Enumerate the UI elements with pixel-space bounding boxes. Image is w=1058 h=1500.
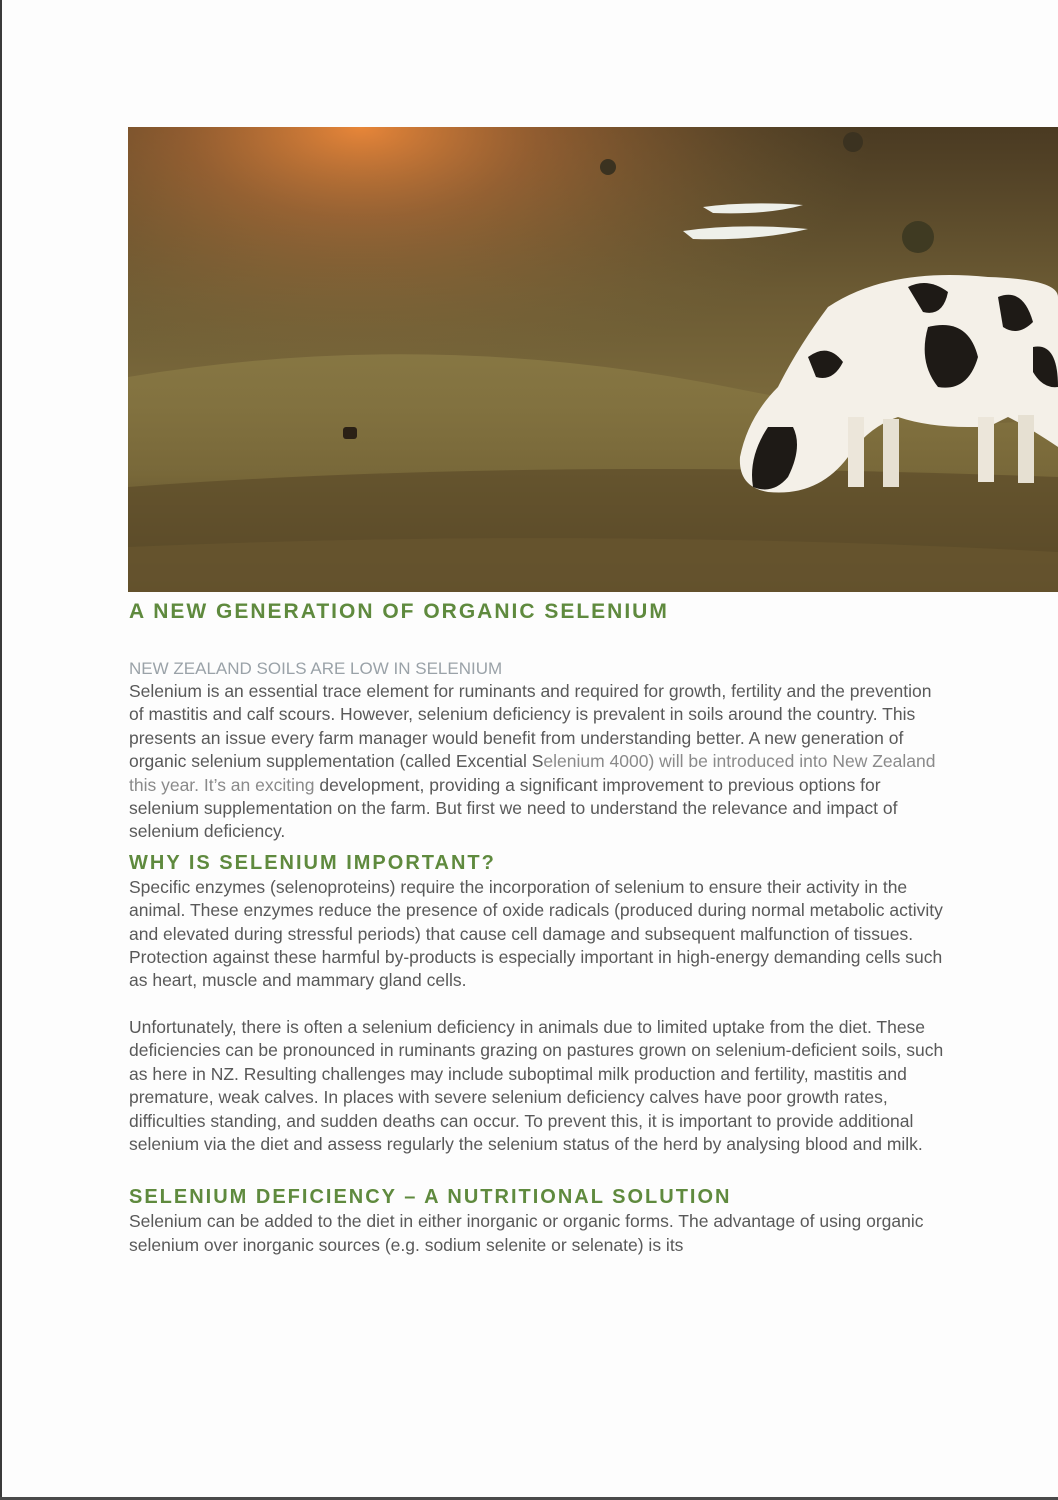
article-title: A NEW GENERATION OF ORGANIC SELENIUM xyxy=(129,600,669,623)
intro-text-part3: development, providing a significant improvement to previous options for selenium supplementation on the farm. But first we need to understand the relevance and impact of selenium deficiency. xyxy=(129,774,898,842)
page-left-edge xyxy=(0,0,2,1500)
section-heading-nutritional-solution: SELENIUM DEFICIENCY – A NUTRITIONAL SOLUTION xyxy=(129,1186,732,1209)
section3-paragraph-1: Selenium can be added to the diet in either inorganic or organic forms. The advantage of using organic selenium over inorganic sources (e.g. sodium selenite or selenate) is its xyxy=(129,1211,924,1255)
intro-text-part2: elenium 4000) will be introduced into New Zealand this year. It’s an exciting xyxy=(129,751,936,795)
article-body xyxy=(129,598,949,1257)
section-heading-why-selenium: WHY IS SELENIUM IMPORTANT? xyxy=(129,851,496,874)
section2-paragraph-1: Specific enzymes (selenoproteins) require the incorporation of selenium to ensure their activity in the animal. These enzymes reduce the presence of oxide radicals (produced during normal metabolic activity and elevated during stressful periods) that cause cell damage and subsequent malfunction of tissues. Protection against these harmful by-products is especially important in high-energy demanding cells such as heart, muscle and mammary gland cells. xyxy=(129,876,943,991)
section2-paragraph-2: Unfortunately, there is often a selenium deficiency in animals due to limited uptake from the diet. These deficiencies can be pronounced in ruminants grazing on pastures grown on selenium-deficient soils, such as here in NZ. Resulting challenges may include suboptimal milk production and fertility, mastitis and premature, weak calves. In places with severe selenium deficiency calves have poor growth rates, difficulties standing, and sudden deaths can occur. To prevent this, it is important to provide additional selenium via the diet and assess regularly the selenium status of the herd by analysing blood and milk. xyxy=(129,1016,944,1154)
subheading: NEW ZEALAND SOILS ARE LOW IN SELENIUM xyxy=(129,659,503,678)
hero-cow-grazing-image xyxy=(128,127,1058,592)
intro-paragraph xyxy=(129,680,949,844)
intro-text-part1: Selenium is an essential trace element for ruminants and required for growth, fertility and the prevention of mastitis and calf scours. However, selenium deficiency is prevalent in soils around the country. This presents an issue every farm manager would benefit from understanding better. A new generation of organic selenium supplementation (called Excential S xyxy=(129,681,932,772)
paragraph-gap xyxy=(129,993,949,1016)
